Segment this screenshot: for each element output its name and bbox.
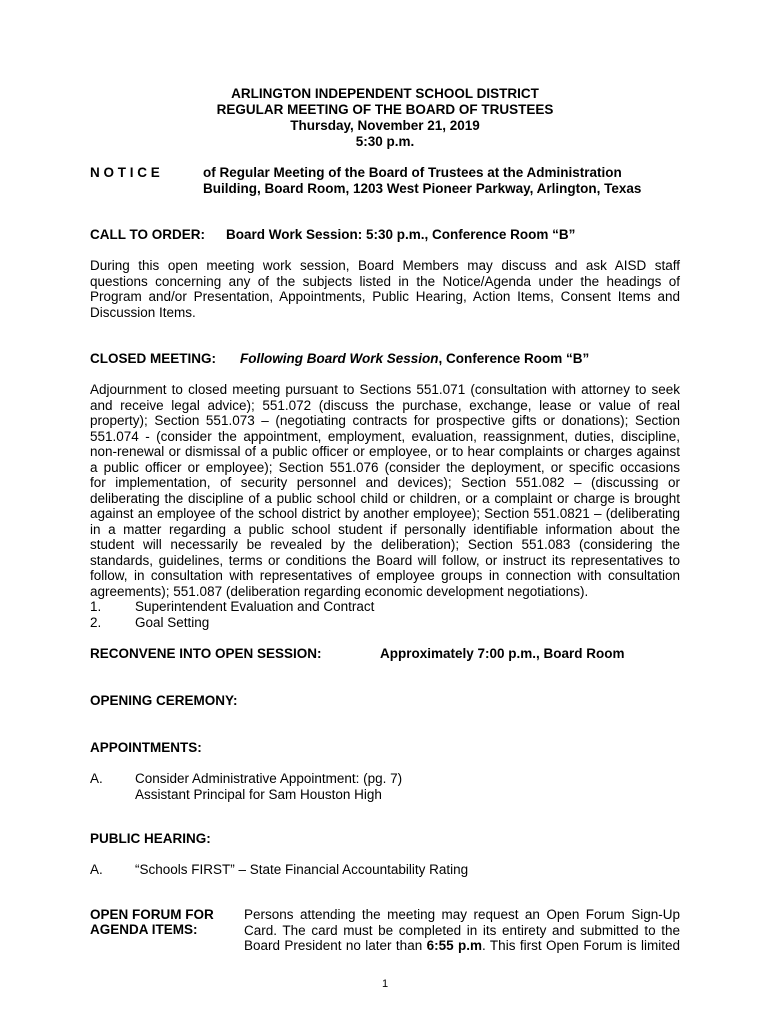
- paragraph-line: a public officer or employee); Section 551.076 (consider the deployment, or specific occasions: [90, 459, 680, 475]
- closed-meeting-timing: Following Board Work Session: [240, 351, 439, 366]
- paragraph-line: property); Section 551.073 – (negotiating contracts for prospective gifts or donations); Section: [90, 413, 680, 428]
- paragraph-line: questions concerning any of the subjects listed in the Notice/Agenda under the headings of: [90, 273, 680, 289]
- paragraph-line: and receive legal advice); 551.072 (discuss the purchase, exchange, lease or value of real: [90, 397, 680, 413]
- paragraph-line: deliberating the discipline of a public school child or children, or a complaint or charge is brought: [90, 490, 680, 506]
- paragraph-line: for implementation, of security personnel and devices); Section 551.082 – (discussing or: [90, 475, 680, 490]
- open-forum-line-3-start: Board President no later than: [244, 938, 427, 953]
- call-to-order-label: CALL TO ORDER:: [90, 227, 206, 242]
- page-number: 1: [381, 978, 389, 990]
- district-title: ARLINGTON INDEPENDENT SCHOOL DISTRICT: [231, 86, 539, 101]
- paragraph-line: Discussion Items.: [90, 304, 196, 320]
- paragraph-line: Program and/or Presentation, Appointments, Public Hearing, Action Items, Consent Items and: [90, 289, 680, 304]
- closed-item-text: Goal Setting: [135, 615, 210, 630]
- paragraph-line: in a matter regarding a public school student if personally identifiable information about the: [90, 521, 680, 537]
- paragraph-line: against an employee of the school district by another employee); Section 551.0821 – (deliberating: [90, 506, 680, 521]
- open-forum-label-1: OPEN FORUM FOR: [90, 907, 214, 922]
- notice-line-2: Building, Board Room, 1203 West Pioneer Parkway, Arlington, Texas: [203, 181, 642, 196]
- paragraph-line: Adjournment to closed meeting pursuant to Sections 551.071 (consultation with attorney to seek: [90, 382, 680, 397]
- notice-label: N O T I C E: [90, 165, 160, 180]
- reconvene-value: Approximately 7:00 p.m., Board Room: [380, 646, 625, 661]
- closed-meeting-value: [240, 351, 589, 367]
- reconvene-label: RECONVENE INTO OPEN SESSION:: [90, 646, 322, 661]
- closed-item-text: Superintendent Evaluation and Contract: [135, 599, 375, 614]
- meeting-date: Thursday, November 21, 2019: [290, 118, 480, 133]
- paragraph-line: agreements); 551.087 (deliberation regarding economic development negotiations).: [90, 583, 589, 599]
- open-forum-line-3-end: . This first Open Forum is limited: [482, 938, 680, 953]
- paragraph-line: follow, in consultation with representatives of employee groups in connection with consultation: [90, 568, 680, 583]
- call-to-order-value: Board Work Session: 5:30 p.m., Conference Room “B”: [226, 227, 576, 242]
- closed-meeting-label: CLOSED MEETING:: [90, 351, 217, 366]
- closed-item-number: 1.: [90, 599, 102, 614]
- public-hearing-item-text: “Schools FIRST” – State Financial Accountability Rating: [135, 862, 469, 877]
- appointments-label: APPOINTMENTS:: [90, 740, 202, 755]
- paragraph-line: non-renewal or dismissal of a public officer or employee, or to hear complaints or charges against: [90, 444, 680, 459]
- meeting-title: REGULAR MEETING OF THE BOARD OF TRUSTEES: [216, 102, 554, 117]
- open-forum-deadline: 6:55 p.m: [426, 938, 483, 953]
- notice-line-1: of Regular Meeting of the Board of Trustees at the Administration: [203, 165, 622, 180]
- paragraph-line: standards, guidelines, terms or conditions the Board will follow, or instruct its representatives to: [90, 552, 680, 568]
- open-forum-text: [244, 907, 680, 954]
- opening-ceremony-label: OPENING CEREMONY:: [90, 693, 238, 708]
- appointment-item-letter: A.: [90, 771, 103, 786]
- meeting-time: 5:30 p.m.: [355, 134, 415, 149]
- closed-meeting-room: , Conference Room “B”: [438, 351, 590, 366]
- appointment-item-line-1: Consider Administrative Appointment: (pg. 7): [135, 771, 403, 786]
- closed-item-number: 2.: [90, 615, 102, 630]
- public-hearing-label: PUBLIC HEARING:: [90, 831, 211, 846]
- appointment-item-line-2: Assistant Principal for Sam Houston High: [135, 787, 382, 802]
- closed-meeting-paragraph: [90, 382, 680, 599]
- open-forum-line: Card. The card must be completed in its entirety and submitted to the: [244, 922, 680, 938]
- open-forum-line: Persons attending the meeting may request an Open Forum Sign-Up: [244, 907, 680, 922]
- paragraph-line: During this open meeting work session, Board Members may discuss and ask AISD staff: [90, 258, 680, 273]
- open-forum-line: [244, 938, 680, 954]
- paragraph-line: 551.074 - (consider the appointment, employment, evaluation, reassignment, duties, discipline,: [90, 428, 680, 444]
- public-hearing-item-letter: A.: [90, 862, 103, 877]
- work-session-paragraph: [90, 258, 680, 320]
- open-forum-label-2: AGENDA ITEMS:: [90, 922, 198, 937]
- paragraph-line: student will necessarily be revealed by the deliberation); Section 551.083 (considering the: [90, 537, 680, 552]
